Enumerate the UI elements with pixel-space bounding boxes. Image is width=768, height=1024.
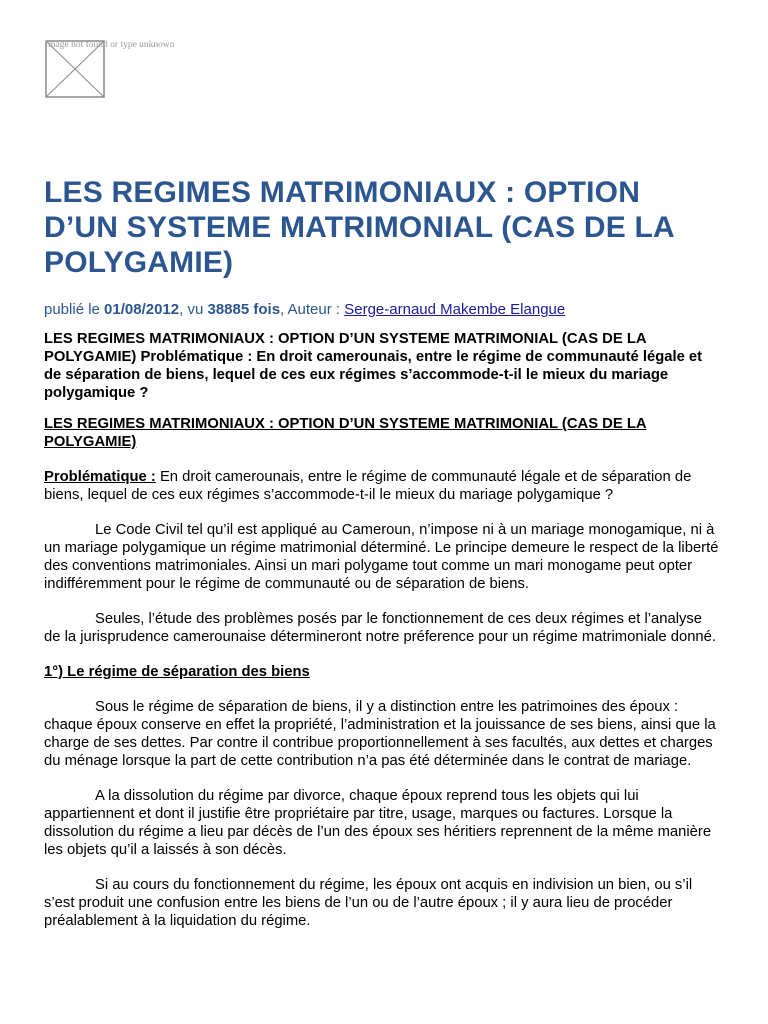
view-count: 38885 fois (207, 301, 281, 318)
section-heading-1: 1°) Le régime de séparation des biens (44, 664, 310, 680)
image-alt-text: Image not found or type unknown (45, 40, 175, 50)
paragraph-5-text: Si au cours du fonctionnement du régime, les époux ont acquis en indivision un bien, ou s’il s’est produit une confusion entre les biens de l’un ou de l’autre époux ; il y aura lieu de procéder préalablement à la liquidation du régime. (44, 877, 693, 929)
problem-label: Problématique : (44, 469, 156, 485)
paragraph-1 (44, 521, 722, 593)
paragraph-2-text: Seules, l’étude des problèmes posés par le fonctionnement de ces deux régimes et l’analyse de la jurisprudence camerounaise détermineront notre préference pour un régime matrimoniale donné. (44, 611, 716, 645)
article-summary: LES REGIMES MATRIMONIAUX : OPTION D’UN SYSTEME MATRIMONIAL (CAS DE LA POLYGAMIE) Problématique : En droit camerounais, entre le régime de communauté légale et de séparation de biens, lequel de ces eux régimes s’accommode-t-il le mieux du mariage polygamique ? (44, 331, 703, 401)
author-link[interactable]: Serge-arnaud Makembe Elangue (344, 301, 566, 318)
published-prefix: publié le (44, 301, 105, 318)
body-heading: LES REGIMES MATRIMONIAUX : OPTION D’UN SYSTEME MATRIMONIAL (CAS DE LA POLYGAMIE) (44, 416, 647, 450)
views-prefix: , vu (179, 301, 208, 318)
paragraph-2 (44, 610, 722, 646)
article (44, 38, 722, 930)
broken-image-placeholder (45, 38, 175, 96)
article-meta (44, 300, 722, 320)
paragraph-4-text: A la dissolution du régime par divorce, chaque époux reprend tous les objets qui lui appartiennent et dont il justifie être propriétaire par titre, usage, marques ou factures. Lorsque la dissolution du régime a lieu par décès de l’un des époux ses héritiers reprennent de la même manière les objets qu’il a laissés à son décès. (44, 788, 712, 858)
author-prefix: , Auteur : (280, 301, 345, 318)
publish-date: 01/08/2012 (104, 301, 180, 318)
paragraph-4 (44, 787, 722, 859)
problem-text: En droit camerounais, entre le régime de communauté légale et de séparation de biens, lequel de ces eux régimes s’accommode-t-il le mieux du mariage polygamique ? (44, 469, 692, 503)
paragraph-1-text: Le Code Civil tel qu’il est appliqué au Cameroun, n’impose ni à un mariage monogamique, ni à un mariage polygamique un régime matrimonial déterminé. Le principe demeure le respect de la liberté des conventions matrimoniales. Ainsi un mari polygame tout comme un mari monogame peut opter indifféremment pour le régime de communauté ou de séparation de biens. (44, 522, 719, 592)
paragraph-5 (44, 876, 722, 930)
problem-paragraph (44, 468, 722, 504)
paragraph-3-text: Sous le régime de séparation de biens, il y a distinction entre les patrimoines des époux : chaque époux conserve en effet la propriété, l’administration et la jouissance de ses biens, ainsi que la charge de ses dettes. Par contre il contribue proportionnellement à ses facultés, aux dettes et charges du ménage lorsque la part de cette contribution n’a pas été déterminée dans le contrat de mariage. (44, 699, 716, 769)
article-title: LES REGIMES MATRIMONIAUX : OPTION D’UN SYSTEME MATRIMONIAL (CAS DE LA POLYGAMIE) (44, 176, 674, 279)
paragraph-3 (44, 698, 722, 770)
